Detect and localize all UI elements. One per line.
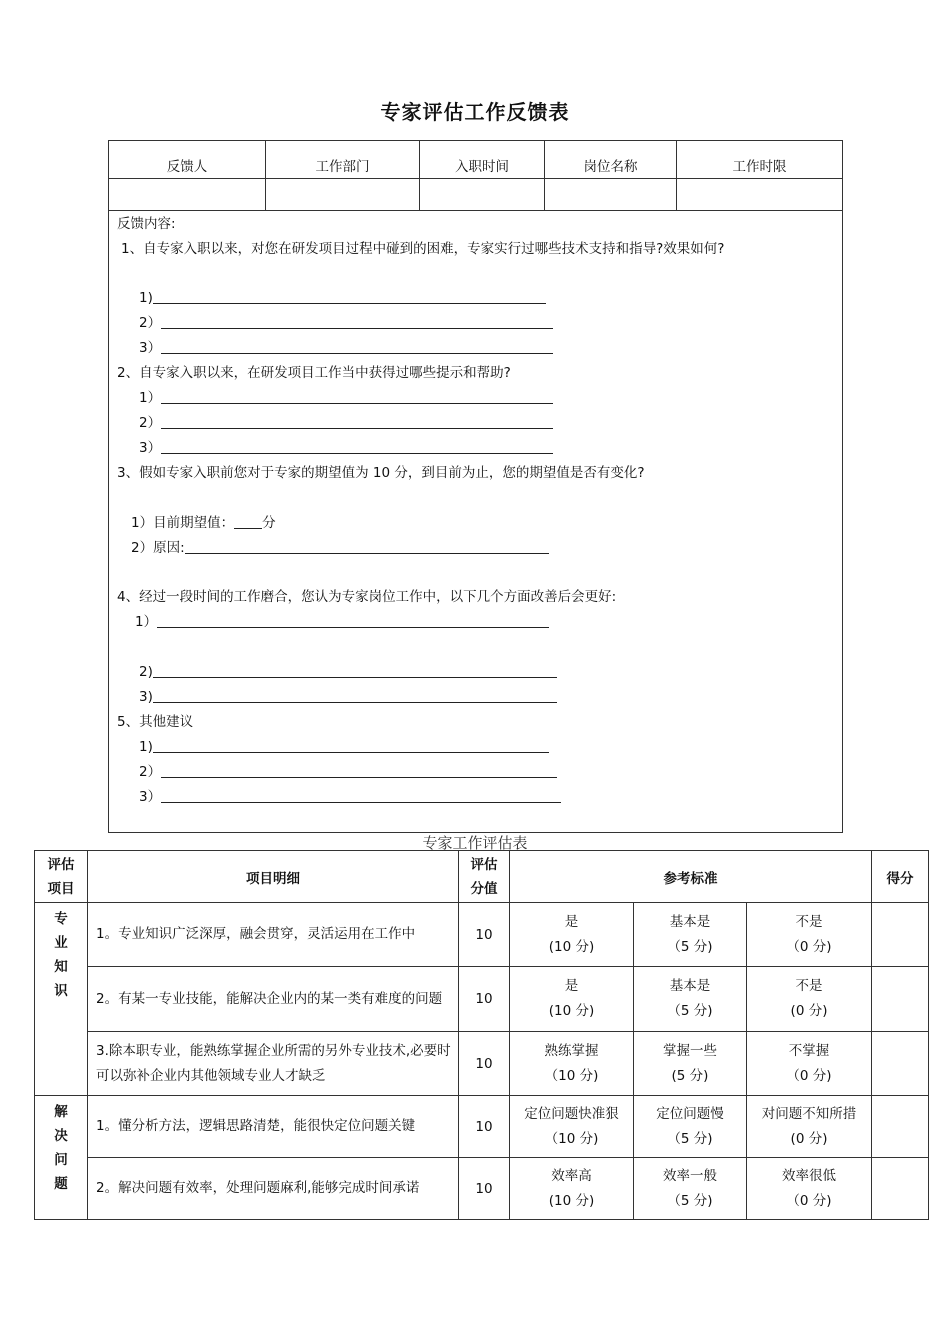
result-score-cell[interactable] — [872, 1096, 929, 1158]
q3-item-1: 1）目前期望值： 分 — [131, 515, 276, 531]
standard-none: 不是 (0 分) — [747, 967, 872, 1032]
standard-none: 不是 （0 分) — [747, 903, 872, 967]
q2-item-1: 1） — [139, 389, 553, 407]
q5-item-3: 3） — [139, 788, 561, 806]
header-position: 岗位名称 — [545, 141, 677, 178]
item-score: 10 — [459, 967, 510, 1032]
question-4: 4、经过一段时间的工作磨合，您认为专家岗位工作中，以下几个方面改善后会更好: — [117, 589, 617, 605]
item-score: 10 — [459, 1096, 510, 1158]
standard-none: 效率很低 （0 分) — [747, 1158, 872, 1220]
item-detail: 2。有某一专业技能，能解决企业内的某一类有难度的问题 — [88, 967, 459, 1032]
q2-answer-line-3[interactable] — [161, 439, 553, 454]
item-detail: 1。懂分析方法，逻辑思路清楚，能很快定位问题关键 — [88, 1096, 459, 1158]
feedback-table — [108, 140, 843, 833]
standard-partial: 基本是 （5 分) — [634, 903, 747, 967]
standard-partial: 掌握一些 (5 分) — [634, 1032, 747, 1096]
input-cell-feedback-person[interactable] — [109, 178, 266, 210]
q4-item-3: 3) — [139, 688, 557, 706]
header-department: 工作部门 — [266, 141, 420, 178]
question-2: 2、自专家入职以来，在研发项目工作当中获得过哪些提示和帮助? — [117, 365, 511, 381]
q4-answer-line-1[interactable] — [157, 613, 549, 628]
q4-answer-line-2[interactable] — [153, 663, 557, 678]
header-work-period: 工作时限 — [732, 159, 787, 175]
table-row — [35, 1096, 929, 1158]
table-row — [35, 1158, 929, 1220]
q5-item-1: 1) — [139, 738, 549, 756]
input-cell-entry-date[interactable] — [420, 178, 545, 210]
q5-answer-line-1[interactable] — [153, 738, 549, 753]
header-item-detail: 项目明细 — [88, 851, 459, 903]
eval-header-row — [35, 851, 929, 903]
q5-item-2: 2） — [139, 763, 557, 781]
standard-partial: 效率一般 （5 分) — [634, 1158, 747, 1220]
content-label: 反馈内容: — [117, 216, 176, 232]
item-score: 10 — [459, 1158, 510, 1220]
standard-full: 定位问题快准狠 （10 分) — [510, 1096, 634, 1158]
header-eval-item: 评估 项目 — [35, 851, 88, 903]
header-feedback-person: 反馈人 — [109, 141, 266, 178]
q2-answer-line-2[interactable] — [161, 414, 553, 429]
q5-answer-line-2[interactable] — [161, 763, 557, 778]
q1-item-2: 2） — [139, 314, 553, 332]
result-score-cell[interactable] — [872, 1032, 929, 1096]
standard-none: 对问题不知所措 (0 分) — [747, 1096, 872, 1158]
standard-none: 不掌握 （0 分) — [747, 1032, 872, 1096]
feedback-header-row — [109, 141, 842, 179]
q3-expectation-blank[interactable] — [234, 514, 262, 529]
q4-item-2: 2) — [139, 663, 557, 681]
q2-item-3: 3） — [139, 439, 553, 457]
standard-partial: 基本是 （5 分) — [634, 967, 747, 1032]
result-score-cell[interactable] — [872, 967, 929, 1032]
question-5: 5、其他建议 — [117, 714, 194, 730]
header-eval-score: 评估 分值 — [459, 851, 510, 903]
q2-item-2: 2） — [139, 414, 553, 432]
q4-item-1: 1） — [135, 613, 549, 631]
q1-answer-line-3[interactable] — [161, 339, 553, 354]
feedback-input-row — [109, 178, 842, 211]
input-cell-department[interactable] — [266, 178, 420, 210]
table-row — [35, 967, 929, 1032]
table-row — [35, 903, 929, 967]
question-1: 1、自专家入职以来，对您在研发项目过程中碰到的困难，专家实行过哪些技术支持和指导?效果如何? — [121, 241, 725, 257]
q3-reason-line[interactable] — [185, 539, 549, 554]
item-score: 10 — [459, 1032, 510, 1096]
item-detail: 1。专业知识广泛深厚，融会贯穿，灵活运用在工作中 — [88, 903, 459, 967]
header-result-score: 得分 — [872, 851, 929, 903]
header-reference-standard: 参考标准 — [510, 851, 872, 903]
item-score: 10 — [459, 903, 510, 967]
result-score-cell[interactable] — [872, 903, 929, 967]
category-professional-knowledge: 专 业 知 识 — [35, 903, 88, 1096]
q3-item-2: 2）原因: — [131, 539, 549, 557]
q1-answer-line-2[interactable] — [161, 314, 553, 329]
q1-item-1: 1) — [139, 289, 546, 307]
standard-partial: 定位问题慢 （5 分) — [634, 1096, 747, 1158]
item-detail: 2。解决问题有效率，处理问题麻利,能够完成时间承诺 — [88, 1158, 459, 1220]
evaluation-table — [34, 850, 929, 1220]
item-detail: 3.除本职专业，能熟练掌握企业所需的另外专业技术,必要时可以弥补企业内其他领域专业人才缺乏 — [88, 1032, 459, 1096]
standard-full: 效率高 (10 分) — [510, 1158, 634, 1220]
question-3: 3、假如专家入职前您对于专家的期望值为 10 分，到目前为止，您的期望值是否有变化? — [117, 465, 645, 481]
eval-table-caption: 专家工作评估表 — [422, 834, 528, 852]
header-entry-date: 入职时间 — [420, 141, 545, 178]
q4-answer-line-3[interactable] — [153, 688, 557, 703]
category-problem-solving: 解 决 问 题 — [35, 1096, 88, 1220]
page-title: 专家评估工作反馈表 — [380, 100, 570, 124]
q1-answer-line-1[interactable] — [153, 289, 546, 304]
input-cell-position[interactable] — [545, 178, 677, 210]
q1-item-3: 3） — [139, 339, 553, 357]
input-cell-work-period[interactable] — [677, 178, 842, 210]
standard-full: 是 (10 分) — [510, 967, 634, 1032]
standard-full: 是 (10 分) — [510, 903, 634, 967]
q5-answer-line-3[interactable] — [161, 788, 561, 803]
table-row — [35, 1032, 929, 1096]
result-score-cell[interactable] — [872, 1158, 929, 1220]
q2-answer-line-1[interactable] — [161, 389, 553, 404]
standard-full: 熟练掌握 （10 分) — [510, 1032, 634, 1096]
